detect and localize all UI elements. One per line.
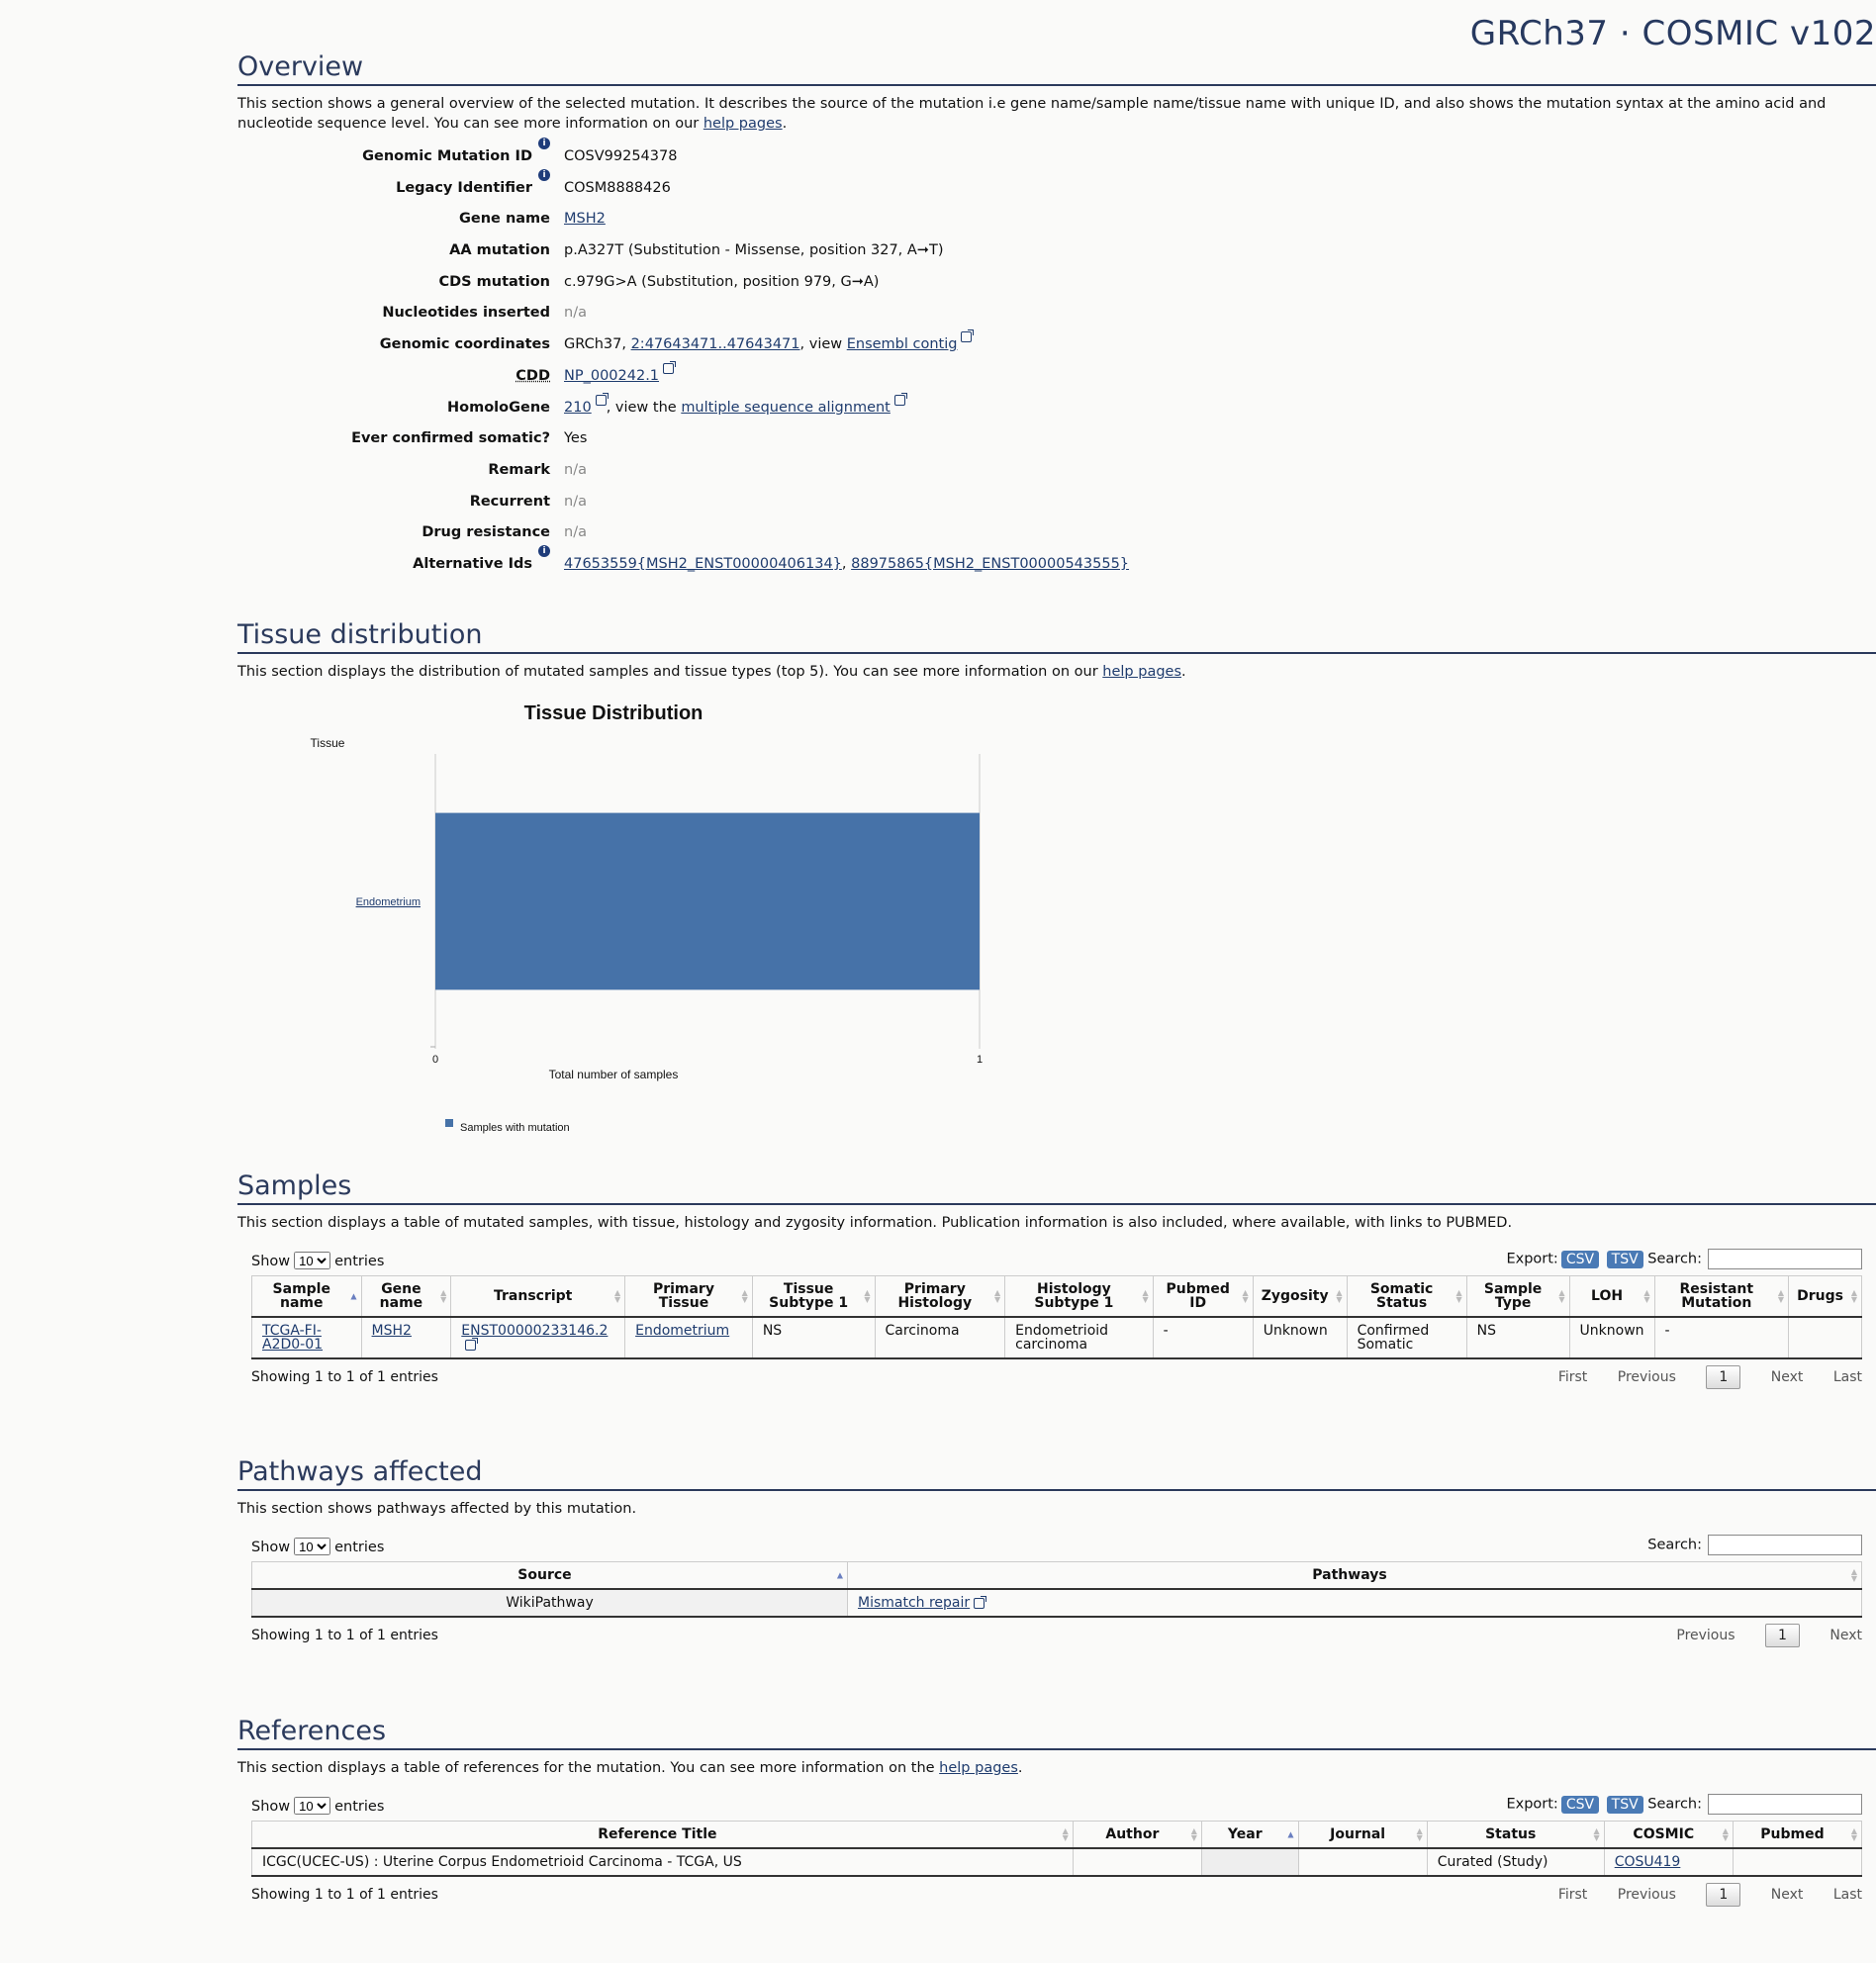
pager-previous-button[interactable]: Previous — [1617, 1369, 1676, 1385]
table-cell: NS — [1466, 1317, 1569, 1358]
references-search-input[interactable] — [1708, 1794, 1862, 1815]
info-icon[interactable]: i — [538, 138, 550, 149]
tissue-description — [237, 662, 1876, 682]
column-header[interactable] — [875, 1276, 1005, 1318]
pathways-description: This section shows pathways affected by this mutation. — [237, 1501, 637, 1517]
sort-icon: ▲ ▼ — [613, 1288, 621, 1304]
table-cell — [252, 1317, 362, 1358]
column-header-label: Somatic Status — [1369, 1281, 1434, 1311]
sort-icon: ▲ ▼ — [1416, 1826, 1423, 1842]
aa-mutation-label: AA mutation — [449, 242, 550, 259]
table-cell: ICGC(UCEC-US) : Uterine Corpus Endometrioid Carcinoma - TCGA, US — [252, 1848, 1074, 1876]
pager-first-button[interactable]: First — [1557, 1887, 1588, 1903]
column-header-label: Year — [1227, 1826, 1263, 1842]
tissue-section — [237, 619, 1876, 682]
table-cell: - — [1153, 1317, 1253, 1358]
overview-desc-text: This section shows a general overview of the selected mutation. It describes the source of the mutation i.e gene name/sample name/tissue name with unique ID, and also shows the mutation syntax at the amino acid and nucleotide sequence level. You can see more information on our — [237, 96, 1827, 132]
pathways-table-footer — [251, 1624, 1862, 1647]
search-label: Search: — [1647, 1796, 1702, 1813]
legend-swatch — [445, 1119, 453, 1127]
alternative-ids-value — [564, 549, 1876, 581]
samples-table — [251, 1275, 1862, 1359]
column-header-label: Tissue Subtype 1 — [769, 1281, 849, 1311]
column-header[interactable] — [1347, 1276, 1466, 1318]
overview-description — [237, 94, 1876, 134]
cdd-link[interactable]: NP_000242.1 — [564, 367, 660, 384]
table-cell — [1789, 1317, 1862, 1358]
column-header[interactable] — [1298, 1822, 1427, 1849]
genomic-mutation-id-value: COSV99254378 — [564, 148, 678, 164]
sort-ascending-icon: ▲ — [1287, 1829, 1294, 1839]
samples-table-controls — [251, 1249, 1862, 1269]
column-header-source[interactable] — [252, 1562, 848, 1590]
pathways-page-size-select[interactable] — [294, 1538, 330, 1555]
separator: , — [841, 555, 852, 572]
column-header-label: Transcript — [494, 1288, 573, 1304]
pager-next-button[interactable]: Next — [1770, 1887, 1804, 1903]
pathways-table — [251, 1561, 1862, 1618]
field-label: CDD — [516, 367, 550, 384]
column-header-label: COSMIC — [1633, 1826, 1695, 1842]
column-header-label: Gene name — [379, 1281, 423, 1311]
field-label: Legacy Identifier — [396, 179, 532, 196]
table-row — [252, 1848, 1862, 1876]
sort-icon: ▲ ▼ — [1643, 1288, 1650, 1304]
gene-name-link[interactable]: MSH2 — [564, 211, 606, 228]
table-cell — [1733, 1848, 1861, 1876]
entries-label: entries — [334, 1799, 385, 1815]
column-header-label: Resistant Mutation — [1679, 1281, 1754, 1311]
pathways-section — [237, 1456, 1876, 1647]
info-icon[interactable]: i — [538, 169, 550, 181]
legend-label: Samples with mutation — [460, 1122, 570, 1134]
aa-mutation-value: p.A327T (Substitution - Missense, position 327, A➞T) — [564, 242, 944, 259]
column-header[interactable] — [625, 1276, 753, 1318]
sort-icon: ▲ ▼ — [1190, 1826, 1197, 1842]
sort-icon: ▲ ▼ — [1777, 1288, 1785, 1304]
pathways-info: Showing 1 to 1 of 1 entries — [251, 1628, 438, 1643]
references-length-control — [251, 1797, 384, 1815]
column-header[interactable] — [1005, 1276, 1154, 1318]
table-cell: Endometrioid carcinoma — [1005, 1317, 1154, 1358]
coordinates-mid: , view — [799, 336, 847, 353]
remark-label: Remark — [488, 461, 550, 478]
samples-search-input[interactable] — [1708, 1249, 1862, 1269]
help-pages-link[interactable]: help pages — [703, 116, 783, 132]
samples-section — [237, 1170, 1876, 1389]
samples-heading: Samples — [237, 1170, 1876, 1205]
column-header[interactable] — [1733, 1822, 1861, 1849]
pathways-search — [1647, 1535, 1862, 1555]
sort-icon: ▲ ▼ — [1242, 1288, 1249, 1304]
column-header[interactable] — [1073, 1822, 1201, 1849]
column-header-label: Status — [1485, 1826, 1537, 1842]
column-header[interactable] — [1153, 1276, 1253, 1318]
pager-page-button[interactable]: 1 — [1706, 1883, 1740, 1907]
table-row — [252, 1589, 1862, 1617]
column-header-pathways[interactable] — [847, 1562, 1861, 1590]
column-header[interactable] — [1654, 1276, 1789, 1318]
pathways-table-controls — [251, 1535, 1862, 1555]
table-cell: Confirmed Somatic — [1347, 1317, 1466, 1358]
chart-legend — [445, 1119, 570, 1134]
overview-section — [237, 51, 1876, 581]
tissue-heading: Tissue distribution — [237, 619, 1876, 654]
chart-x-tick-label: 1 — [976, 1054, 984, 1066]
alternative-id-link[interactable]: 47653559{MSH2_ENST00000406134} — [564, 555, 842, 572]
column-header-label: Pubmed — [1760, 1826, 1825, 1842]
cell-link[interactable]: ENST00000233146.2 — [461, 1323, 609, 1339]
column-header[interactable] — [1604, 1822, 1733, 1849]
column-header[interactable] — [1569, 1276, 1654, 1318]
chart-bars — [435, 813, 980, 990]
sort-icon: ▲ ▼ — [993, 1288, 1001, 1304]
recurrent-label: Recurrent — [469, 493, 550, 510]
column-header[interactable] — [252, 1822, 1074, 1849]
export-label: Export: — [1506, 1251, 1558, 1267]
column-header[interactable] — [1253, 1276, 1347, 1318]
cds-mutation-value: c.979G>A (Substitution, position 979, G➞A) — [564, 273, 880, 290]
samples-info: Showing 1 to 1 of 1 entries — [251, 1369, 438, 1385]
pathways-pager — [1650, 1624, 1862, 1647]
column-header[interactable] — [1466, 1276, 1569, 1318]
column-header-label: Zygosity — [1261, 1288, 1329, 1304]
sort-icon: ▲ ▼ — [1850, 1567, 1857, 1583]
pathways-length-control — [251, 1538, 384, 1555]
column-header[interactable] — [752, 1276, 875, 1318]
coordinates-link[interactable]: 2:47643471..47643471 — [630, 336, 800, 353]
export-label: Export: — [1506, 1796, 1558, 1813]
page-title: GRCh37 · COSMIC v102 — [1469, 14, 1876, 53]
remark-value: n/a — [564, 461, 587, 478]
pager-page-button[interactable]: 1 — [1765, 1624, 1800, 1647]
overview-fields — [237, 141, 1876, 581]
sort-icon: ▲ ▼ — [1455, 1288, 1462, 1304]
pager-next-button[interactable]: Next — [1770, 1369, 1804, 1385]
table-cell: NS — [752, 1317, 875, 1358]
genomic-coordinates-label: Genomic coordinates — [379, 336, 550, 353]
table-row — [252, 1317, 1862, 1358]
references-pager — [1533, 1883, 1862, 1907]
samples-pager — [1533, 1365, 1862, 1389]
sort-icon: ▲ ▼ — [1850, 1288, 1857, 1304]
overview-heading: Overview — [237, 51, 1876, 86]
sort-icon: ▲ ▼ — [1062, 1826, 1069, 1842]
samples-export-search — [1506, 1249, 1862, 1269]
column-header[interactable] — [1427, 1822, 1604, 1849]
column-header-label: Primary Histology — [897, 1281, 973, 1311]
ever-confirmed-value: Yes — [564, 430, 588, 447]
table-cell — [1298, 1848, 1427, 1876]
show-label: Show — [251, 1540, 291, 1555]
tissue-desc-text: This section displays the distribution of mutated samples and tissue types (top 5). You can see more information on our — [237, 664, 1103, 680]
column-header-label: LOH — [1591, 1288, 1624, 1304]
references-table-controls — [251, 1794, 1862, 1815]
column-header[interactable] — [361, 1276, 451, 1318]
overview-desc-end: . — [782, 116, 788, 132]
gene-name-value — [564, 204, 1876, 235]
column-header[interactable] — [1201, 1822, 1298, 1849]
external-link-icon — [894, 395, 905, 406]
cell-link[interactable]: TCGA-FI-A2D0-01 — [262, 1323, 324, 1353]
sort-icon: ▲ ▼ — [741, 1288, 748, 1304]
chart-x-tick-label: 0 — [431, 1054, 439, 1066]
table-cell: Unknown — [1569, 1317, 1654, 1358]
help-pages-link[interactable]: help pages — [1102, 664, 1182, 680]
drug-resistance-label: Drug resistance — [422, 524, 550, 541]
recurrent-value: n/a — [564, 493, 587, 510]
references-table — [251, 1821, 1862, 1877]
pager-next-button[interactable]: Next — [1829, 1628, 1862, 1643]
column-header-label: Drugs — [1797, 1288, 1843, 1304]
pager-first-button[interactable]: First — [1557, 1369, 1588, 1385]
alternative-ids-label — [237, 545, 564, 581]
cds-mutation-label: CDS mutation — [438, 273, 550, 290]
tsv-export-button[interactable]: TSV — [1607, 1796, 1643, 1814]
ensembl-contig-link[interactable]: Ensembl contig — [846, 336, 958, 353]
chart-bar[interactable] — [435, 813, 980, 990]
entries-label: entries — [334, 1254, 385, 1269]
homologene-value — [564, 393, 1876, 424]
table-cell — [1073, 1848, 1201, 1876]
external-link-icon — [663, 363, 674, 374]
drug-resistance-value: n/a — [564, 524, 587, 541]
cdd-value — [564, 361, 1876, 393]
column-header-label: Primary Tissue — [652, 1281, 714, 1311]
chart-x-axis-label: Total number of samples — [548, 1068, 679, 1081]
cell-link[interactable]: MSH2 — [371, 1323, 412, 1339]
sort-ascending-icon: ▲ — [836, 1570, 843, 1580]
external-link-icon — [465, 1340, 476, 1351]
cell-link[interactable]: Endometrium — [635, 1323, 730, 1339]
samples-length-control — [251, 1252, 384, 1269]
column-header[interactable] — [1789, 1276, 1862, 1318]
table-cell — [361, 1317, 451, 1358]
column-header-label: Source — [517, 1567, 572, 1583]
pathways-heading: Pathways affected — [237, 1456, 1876, 1491]
homologene-label: HomoloGene — [447, 399, 550, 416]
table-cell: Curated (Study) — [1427, 1848, 1604, 1876]
nucleotides-inserted-value: n/a — [564, 305, 587, 322]
field-label: Alternative Ids — [413, 555, 532, 572]
sort-icon: ▲ ▼ — [864, 1288, 871, 1304]
pathways-header-row — [252, 1562, 1862, 1590]
table-cell — [847, 1589, 1861, 1617]
references-description — [237, 1758, 1876, 1778]
show-label: Show — [251, 1799, 291, 1815]
chart-title: Tissue Distribution — [523, 702, 704, 724]
pager-previous-button[interactable]: Previous — [1617, 1887, 1676, 1903]
homologene-link[interactable]: 210 — [564, 399, 592, 416]
csv-export-button[interactable]: CSV — [1561, 1796, 1599, 1814]
column-header-label: Reference Title — [598, 1826, 717, 1842]
samples-header-row — [252, 1276, 1862, 1318]
alternative-id-link[interactable]: 88975865{MSH2_ENST00000543555} — [851, 555, 1130, 572]
table-cell — [1201, 1848, 1298, 1876]
samples-body — [252, 1317, 1862, 1358]
column-header-label: Pubmed ID — [1166, 1281, 1230, 1311]
column-header-label: Sample Type — [1483, 1281, 1543, 1311]
chart-y-axis-label: Tissue — [310, 736, 345, 750]
table-cell: Carcinoma — [875, 1317, 1005, 1358]
column-header-label: Sample name — [272, 1281, 330, 1311]
external-link-icon — [596, 395, 607, 406]
sort-icon: ▲ ▼ — [1850, 1826, 1857, 1842]
external-link-icon — [961, 331, 972, 342]
msa-link[interactable]: multiple sequence alignment — [681, 399, 891, 416]
chart-x-ticks — [432, 1054, 983, 1066]
entries-label: entries — [334, 1540, 385, 1555]
pathway-link[interactable]: Mismatch repair — [857, 1595, 971, 1611]
references-desc-end: . — [1017, 1760, 1023, 1776]
column-header-label: Journal — [1330, 1826, 1386, 1842]
samples-page-size-select[interactable] — [294, 1252, 330, 1269]
column-header[interactable] — [252, 1276, 362, 1318]
references-section — [237, 1716, 1876, 1907]
column-header-label: Pathways — [1312, 1567, 1387, 1583]
sort-icon: ▲ ▼ — [1142, 1288, 1149, 1304]
tsv-export-button[interactable]: TSV — [1607, 1251, 1643, 1268]
search-label: Search: — [1647, 1537, 1702, 1553]
table-cell — [1604, 1848, 1733, 1876]
show-label: Show — [251, 1254, 291, 1269]
pager-last-button[interactable]: Last — [1832, 1887, 1862, 1903]
gene-name-label: Gene name — [459, 211, 550, 228]
samples-description: This section displays a table of mutated samples, with tissue, histology and zygosity information. Publication information is also included, where available, with links to PUBMED. — [237, 1215, 1513, 1231]
tissue-chart-svg — [237, 693, 1009, 1148]
references-header-row — [252, 1822, 1862, 1849]
csv-export-button[interactable]: CSV — [1561, 1251, 1599, 1268]
column-header[interactable] — [451, 1276, 625, 1318]
table-cell: Unknown — [1253, 1317, 1347, 1358]
sort-ascending-icon: ▲ — [350, 1291, 357, 1301]
ever-confirmed-label: Ever confirmed somatic? — [351, 430, 550, 447]
sort-icon: ▲ ▼ — [1722, 1826, 1729, 1842]
column-header-label: Author — [1105, 1826, 1160, 1842]
column-header-label: Histology Subtype 1 — [1034, 1281, 1114, 1311]
references-desc-text: This section displays a table of references for the mutation. You can see more information on the — [237, 1760, 940, 1776]
table-cell — [625, 1317, 753, 1358]
tissue-chart — [237, 693, 1009, 1148]
legacy-identifier-label — [237, 169, 564, 205]
homologene-mid: , view the — [606, 399, 682, 416]
nucleotides-inserted-label: Nucleotides inserted — [382, 305, 550, 322]
coordinates-prefix: GRCh37, — [564, 336, 631, 353]
references-info: Showing 1 to 1 of 1 entries — [251, 1887, 438, 1903]
table-cell: WikiPathway — [252, 1589, 848, 1617]
genomic-coordinates-value — [564, 329, 1876, 361]
pager-previous-button[interactable]: Previous — [1676, 1628, 1735, 1643]
pager-last-button[interactable]: Last — [1832, 1369, 1862, 1385]
sort-icon: ▲ ▼ — [440, 1288, 447, 1304]
tissue-desc-end: . — [1181, 664, 1186, 680]
info-icon[interactable]: i — [538, 545, 550, 557]
search-label: Search: — [1647, 1251, 1702, 1267]
samples-table-footer — [251, 1365, 1862, 1389]
sort-icon: ▲ ▼ — [1593, 1826, 1600, 1842]
cosmic-study-link[interactable]: COSU419 — [1614, 1854, 1681, 1870]
help-pages-link[interactable]: help pages — [939, 1760, 1018, 1776]
genomic-mutation-id-label — [237, 141, 564, 173]
pager-page-button[interactable]: 1 — [1706, 1365, 1740, 1389]
chart-category-label[interactable]: Endometrium — [355, 896, 421, 908]
pathways-search-input[interactable] — [1708, 1535, 1862, 1555]
references-table-footer — [251, 1883, 1862, 1907]
sort-icon: ▲ ▼ — [1558, 1288, 1565, 1304]
legacy-identifier-value: COSM8888426 — [564, 179, 671, 196]
table-cell — [451, 1317, 625, 1358]
chart-y-ticks — [356, 896, 421, 908]
references-page-size-select[interactable] — [294, 1797, 330, 1815]
table-cell: - — [1654, 1317, 1789, 1358]
references-heading: References — [237, 1716, 1876, 1750]
cdd-label — [237, 361, 564, 393]
field-label: Genomic Mutation ID — [362, 148, 532, 164]
sort-icon: ▲ ▼ — [1336, 1288, 1343, 1304]
external-link-icon — [974, 1598, 985, 1609]
references-export-search — [1506, 1794, 1862, 1815]
